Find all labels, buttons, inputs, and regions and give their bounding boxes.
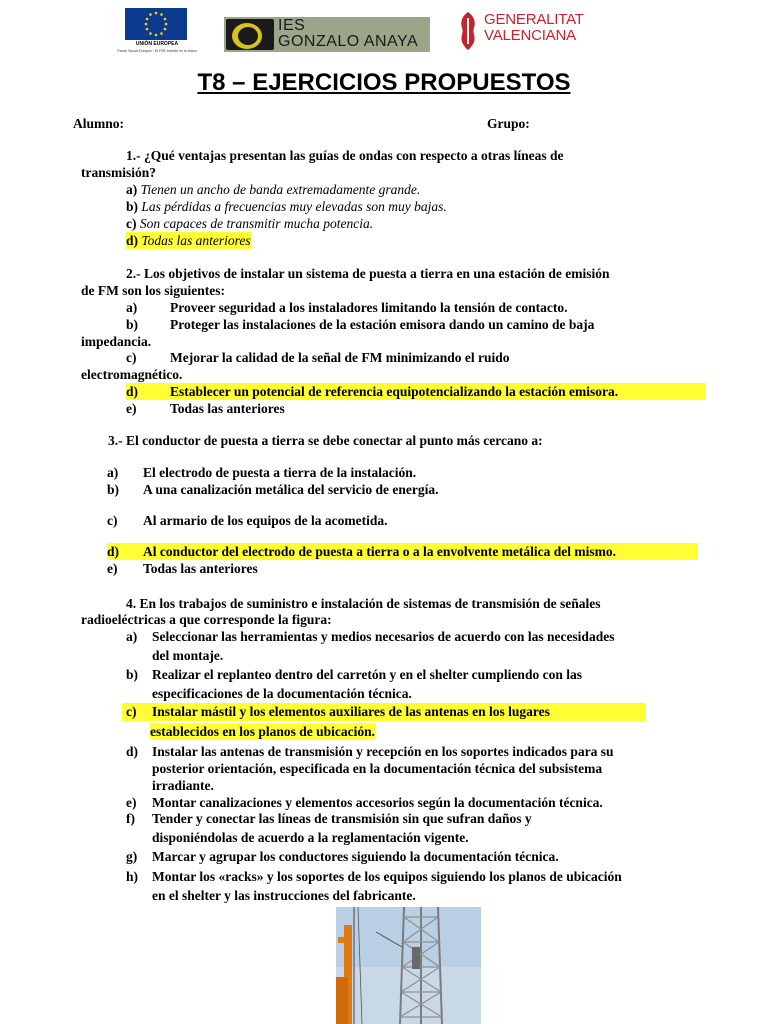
generalitat-shield-icon — [456, 10, 480, 52]
q2-option-e: Todas las anteriores — [170, 401, 285, 416]
alumno-label: Alumno: — [73, 116, 125, 131]
q2-option-d: d) Establecer un potencial de referencia equipotencializando la estación emisora. — [126, 383, 705, 400]
page-title: T8 – EJERCICIOS PROPUESTOS — [197, 69, 571, 96]
q4-option-b: Realizar el replanteo dentro del carretón y en el shelter cumpliendo con las — [152, 667, 582, 682]
q4-option-e: Montar canalizaciones y elementos accesorios según la documentación técnica. — [152, 795, 603, 810]
q4-option-a: Seleccionar las herramientas y medios necesarios de acuerdo con las necesidades — [152, 629, 615, 644]
q1-option-d: d) Todas las anteriores — [126, 233, 251, 248]
q3-option-b: A una canalización metálica del servicio de energía. — [143, 482, 439, 497]
grupo-label: Grupo: — [487, 116, 530, 131]
q3-option-d: d) Al conductor del electrodo de puesta a tierra o a la envolvente metálica del mismo. — [107, 543, 697, 560]
q1-option-b: b) Las pérdidas a frecuencias muy elevadas son muy bajas. — [126, 199, 447, 214]
ies-logo-icon — [224, 17, 430, 52]
q4-option-h: Montar los «racks» y los soportes de los equipos siguiendo los planos de ubicación — [152, 869, 622, 884]
q4-option-c: c) Instalar mástil y los elementos auxiliares de las antenas en los lugares — [122, 703, 646, 721]
q3-option-c: Al armario de los equipos de la acometida. — [143, 513, 388, 528]
tower-photo — [336, 907, 481, 1024]
generalitat-name: GENERALITAT VALENCIANA — [484, 11, 584, 44]
q2-option-a: Proveer seguridad a los instaladores limitando la tensión de contacto. — [170, 300, 568, 315]
header-logos — [0, 4, 768, 52]
eu-subcaption: Fondo Social Europeo · El FSE invierte en tu futuro — [117, 49, 197, 53]
q1-option-a: a) Tienen un ancho de banda extremadamente grande. — [126, 182, 421, 197]
q1-option-c: c) Son capaces de transmitir mucha potencia. — [126, 216, 374, 231]
q4-option-d: Instalar las antenas de transmisión y recepción en los soportes indicados para su — [152, 744, 614, 759]
eu-caption: UNIÓN EUROPEA — [135, 41, 179, 47]
q4-option-g: Marcar y agrupar los conductores siguiendo la documentación técnica. — [152, 849, 559, 864]
q2-option-c: Mejorar la calidad de la señal de FM minimizando el ruido — [170, 350, 510, 365]
q3-option-e: Todas las anteriores — [143, 561, 258, 576]
q2-option-b: Proteger las instalaciones de la estación emisora dando un camino de baja — [170, 317, 595, 332]
ies-name: IES GONZALO ANAYA — [278, 17, 419, 50]
q4-option-f: Tender y conectar las líneas de transmisión sin que sufran daños y — [152, 811, 532, 826]
eu-flag-icon — [125, 8, 187, 40]
q3-option-a: El electrodo de puesta a tierra de la instalación. — [143, 465, 417, 480]
